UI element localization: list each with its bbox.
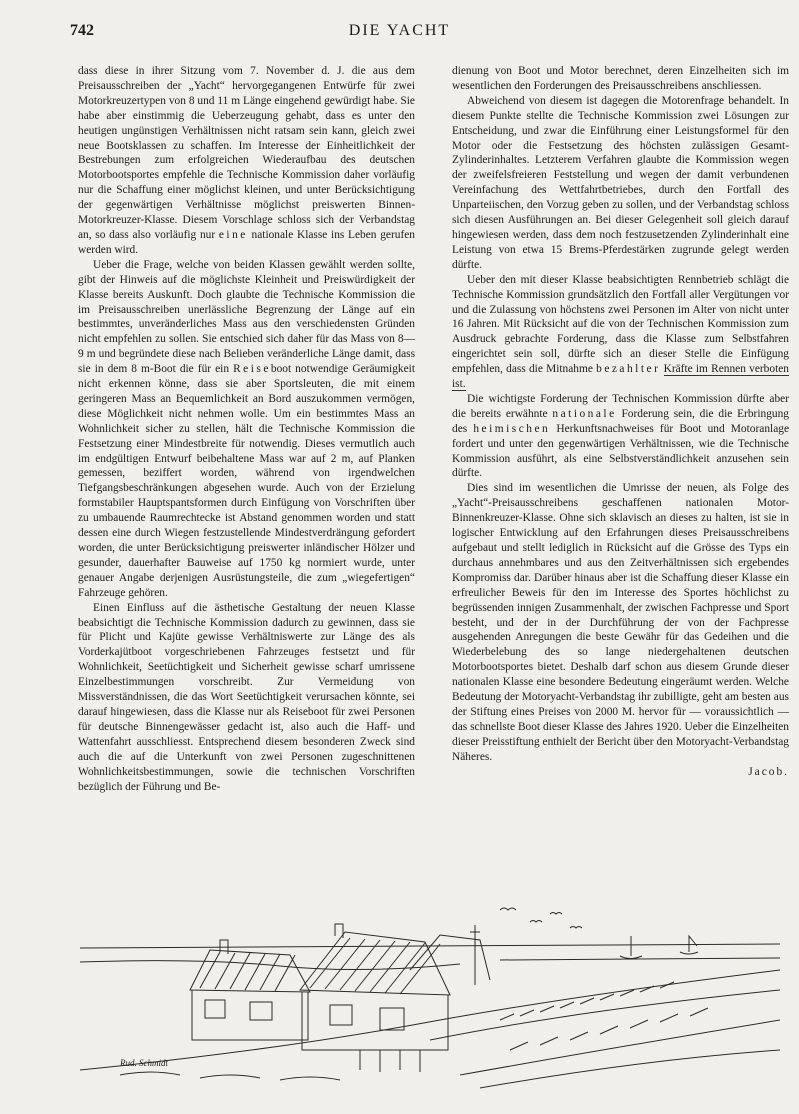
author: Jacob.: [748, 765, 789, 778]
left-column: [78, 64, 415, 794]
page-number: 742: [70, 22, 94, 39]
paragraph: Die wichtigste Forderung der Technischen Kommission dürfte aber die bereits erwähnte nationale Forderung sein, die die Erbringung des heimischen Herkunftsnachweises für Boot und Motoranlage fordert und unter den gegenwärtigen Verhältnissen, wie die Technische Kommission ausführt, als eine Selbstverständlichkeit anzusehen sein dürfte.: [452, 392, 790, 480]
paragraph: Abweichend von diesem ist dagegen die Motorenfrage behandelt. In diesem Punkte stellte die Technische Kommission zwei Lösungen zur Entscheidung, und zwar die Einführung einer Leistungsformel für den Motor oder die Festsetzung des höchsten zulässigen Gesamt-Zylinderinhaltes. Letzterem Verfahren glaubte die Kommission wegen der zweifelsfreieren Feststellung und wegen der damit verbundenen Vereinfachung des Wettfahrtbetriebes, durch den Fortfall des Unparteiischen, den Vorzug geben zu sollen, und der Verbandstag schloss sich diesen Ausführungen an. Bei dieser Gelegenheit soll gleich darauf hingewiesen werden, dass dem noch festzusetzenden Zylinderinhalt eine Leistung von etwa 15 Brems-Pferdestärken zugrunde gelegt werden dürfte.: [452, 94, 789, 271]
page-header: [0, 0, 799, 60]
right-column: [452, 64, 789, 780]
paragraph: Ueber die Frage, welche von beiden Klassen gewählt werden sollte, gibt der Hinweis auf die möglichste Kleinheit und Preiswürdigkeit der Klasse bereits Auskunft. Doch glaubte die Technische Kommission die im Preisausschreiben unerlässliche Begrenzung der Länge auf ein bestimmtes, unveränderliches Mass aus den verschiedensten Gründen nicht empfehlen zu sollen. Sie entschied sich daher für das Mass von 8—9 m und begründete diese nach Belieben veränderliche Länge damit, dass sie in dem 8 m-Boot die für ein Reiseboot notwendige Geräumigkeit nicht erkennen könne, dass sie aber Sportsleuten, die mit einem geringeren Mass an Bequemlichkeit an Bord auszukommen vermögen, diese Möglichkeit nicht nehmen wolle. Um ein bestimmtes Mass an Wohnlichkeit sicher zu stellen, hält die Technische Kommission die Festsetzung einer Mindestbreite für notwendig. Dieses vermutlich auch im endgültigen Entwurf beibehaltene Mass war auf 2 m, auf Planken gemessen, beziffert worden, während von irgendwelchen Tiefgangsbeschränkungen abgesehen wurde. Auch von der Erzielung formstabiler Hauptspantsformen durch Einfügung von Vorschriften über zu umbauende Raumrechtecke ist Abstand genommen worden und statt dessen eine durch Wiegen festzustellende Mindestverdrängung gefordert worden, die unter Berücksichtigung preiswerter inländischer Hölzer und gesunder, dauerhafter Bauweise auf 1750 kg normiert wurde, unter genauer Angabe derjenigen Ausrüstungsteile, die zum „wiegefertigen“ Fahrzeuge gehören.: [78, 258, 415, 599]
paragraph: dienung von Boot und Motor berechnet, deren Einzelheiten sich im wesentlichen den Forderungen des Preisausschreibens anschliessen.: [452, 65, 789, 92]
artist-signature: Rud. Schmidt: [120, 1058, 168, 1068]
village-harbor-illustration: [80, 900, 780, 1090]
paragraph: Dies sind im wesentlichen die Umrisse der neuen, als Folge des „Yacht“-Preisausschreibens geschaffenen nationalen Motor-Binnenkreuzer-Klasse. Ohne sich sklavisch an dieses zu halten, ist sie in logischer Entwicklung auf den Erfahrungen dieses Preisausschreibens aufgebaut und stellt lediglich in Rücksicht auf die Grösse des Typs ein durchaus annehmbares und aus den Zeitverhältnissen sich ergebendes Kompromiss dar. Darüber hinaus aber ist die Schaffung dieser Klasse ein erfreulicher Beweis für den im Interesse des Sportes höchlichst zu begrüssenden innigen Zusammenhalt, der zwischen Fachpresse und Sport besteht, und der in der Durchführung der von der Fachpresse ausgehenden Anregungen die beste Gewähr für das Gedeihen und die Wiederbelebung des so lange niedergehaltenen deutschen Motorbootsportes bietet. Deshalb darf schon aus diesem Grunde dieser nationalen Klasse eine besondere Bedeutung eingeräumt werden. Welche Bedeutung der Motoryacht-Verbandstag ihr zubilligte, geht am besten aus der Stiftung eines Preises von 2000 M. hervor für — voraussichtlich — das schnellste Boot dieser Klasse des Jahres 1920. Ueber die Einzelheiten dieser Preisstiftung enthielt der Bericht über den Motoryacht-Verbandstag Näheres.: [452, 482, 789, 763]
paragraph: Ueber den mit dieser Klasse beabsichtigten Rennbetrieb schlägt die Technische Kommission grundsätzlich den Fortfall aller Vergütungen vor und die Zulassung von höchstens zwei Personen im Alter von nicht unter 16 Jahren. Mit Rücksicht auf die von der Technischen Kommission zum Ausdruck gebrachte Forderung, dass die Klasse zum Selbstfahren eingerichtet sein soll, dürfte sich an dieser Stelle die Einfügung empfehlen, dass die Mitnahme bezahlter Kräfte im Rennen verboten ist.: [452, 273, 789, 391]
paragraph: Einen Einfluss auf die ästhetische Gestaltung der neuen Klasse beabsichtigt die Technische Kommission dadurch zu gewinnen, dass sie für Plicht und Kajüte gewisse Verhältniswerte zur Länge des als Vorderkajütboot vorgeschriebenen Fahrzeuges festsetzt und für Wohnlichkeit, Seetüchtigkeit und Sicherheit gewisse scharf umrissene Einzelbestimmungen vorschreibt. Zur Vermeidung von Missverständnissen, die das Wort Seetüchtigkeit verursachen könnte, sei darauf hingewiesen, dass die Klasse nur als Reiseboot für zwei Personen für deutsche Binnengewässer gedacht ist, also auch die Haff- und Wattenfahrt ausschliesst. Entsprechend diesem besonderen Zweck sind auch die auf die Unterkunft von zwei Personen zugeschnittenen Wohnlichkeitsbestimmungen, sowie die technischen Vorschriften bezüglich der Führung und Be-: [78, 601, 415, 793]
paragraph: dass diese in ihrer Sitzung vom 7. November d. J. die aus dem Preisausschreiben der „Yacht“ hervorgegangenen Entwürfe für zwei Motorkreuzertypen von 8 und 11 m Länge eingehend gewürdigt habe. Sie habe aber einstimmig die Ueberzeugung gehabt, dass es unter den heutigen ungünstigen Verhältnissen nicht ratsam sein kann, gleich zwei neue Bootsklassen zu schaffen. Im Interesse der Einheitlichkeit der Bestrebungen zum erfolgreichen Wiederaufbau des deutschen Motorbootsportes empfehle die Technische Kommission daher vorläufig nur die Schaffung einer möglichst kleinen, und unter Berücksichtigung der gegenwärtigen Verhältnisse möglichst preiswerten Binnen-Motorkreuzer-Klasse. Diesem Vorschlage schloss sich der Verbandstag an, so dass also vorläufig nur eine nationale Klasse ins Leben gerufen werden wird.: [78, 65, 415, 256]
running-title: DIE YACHT: [348, 22, 451, 39]
